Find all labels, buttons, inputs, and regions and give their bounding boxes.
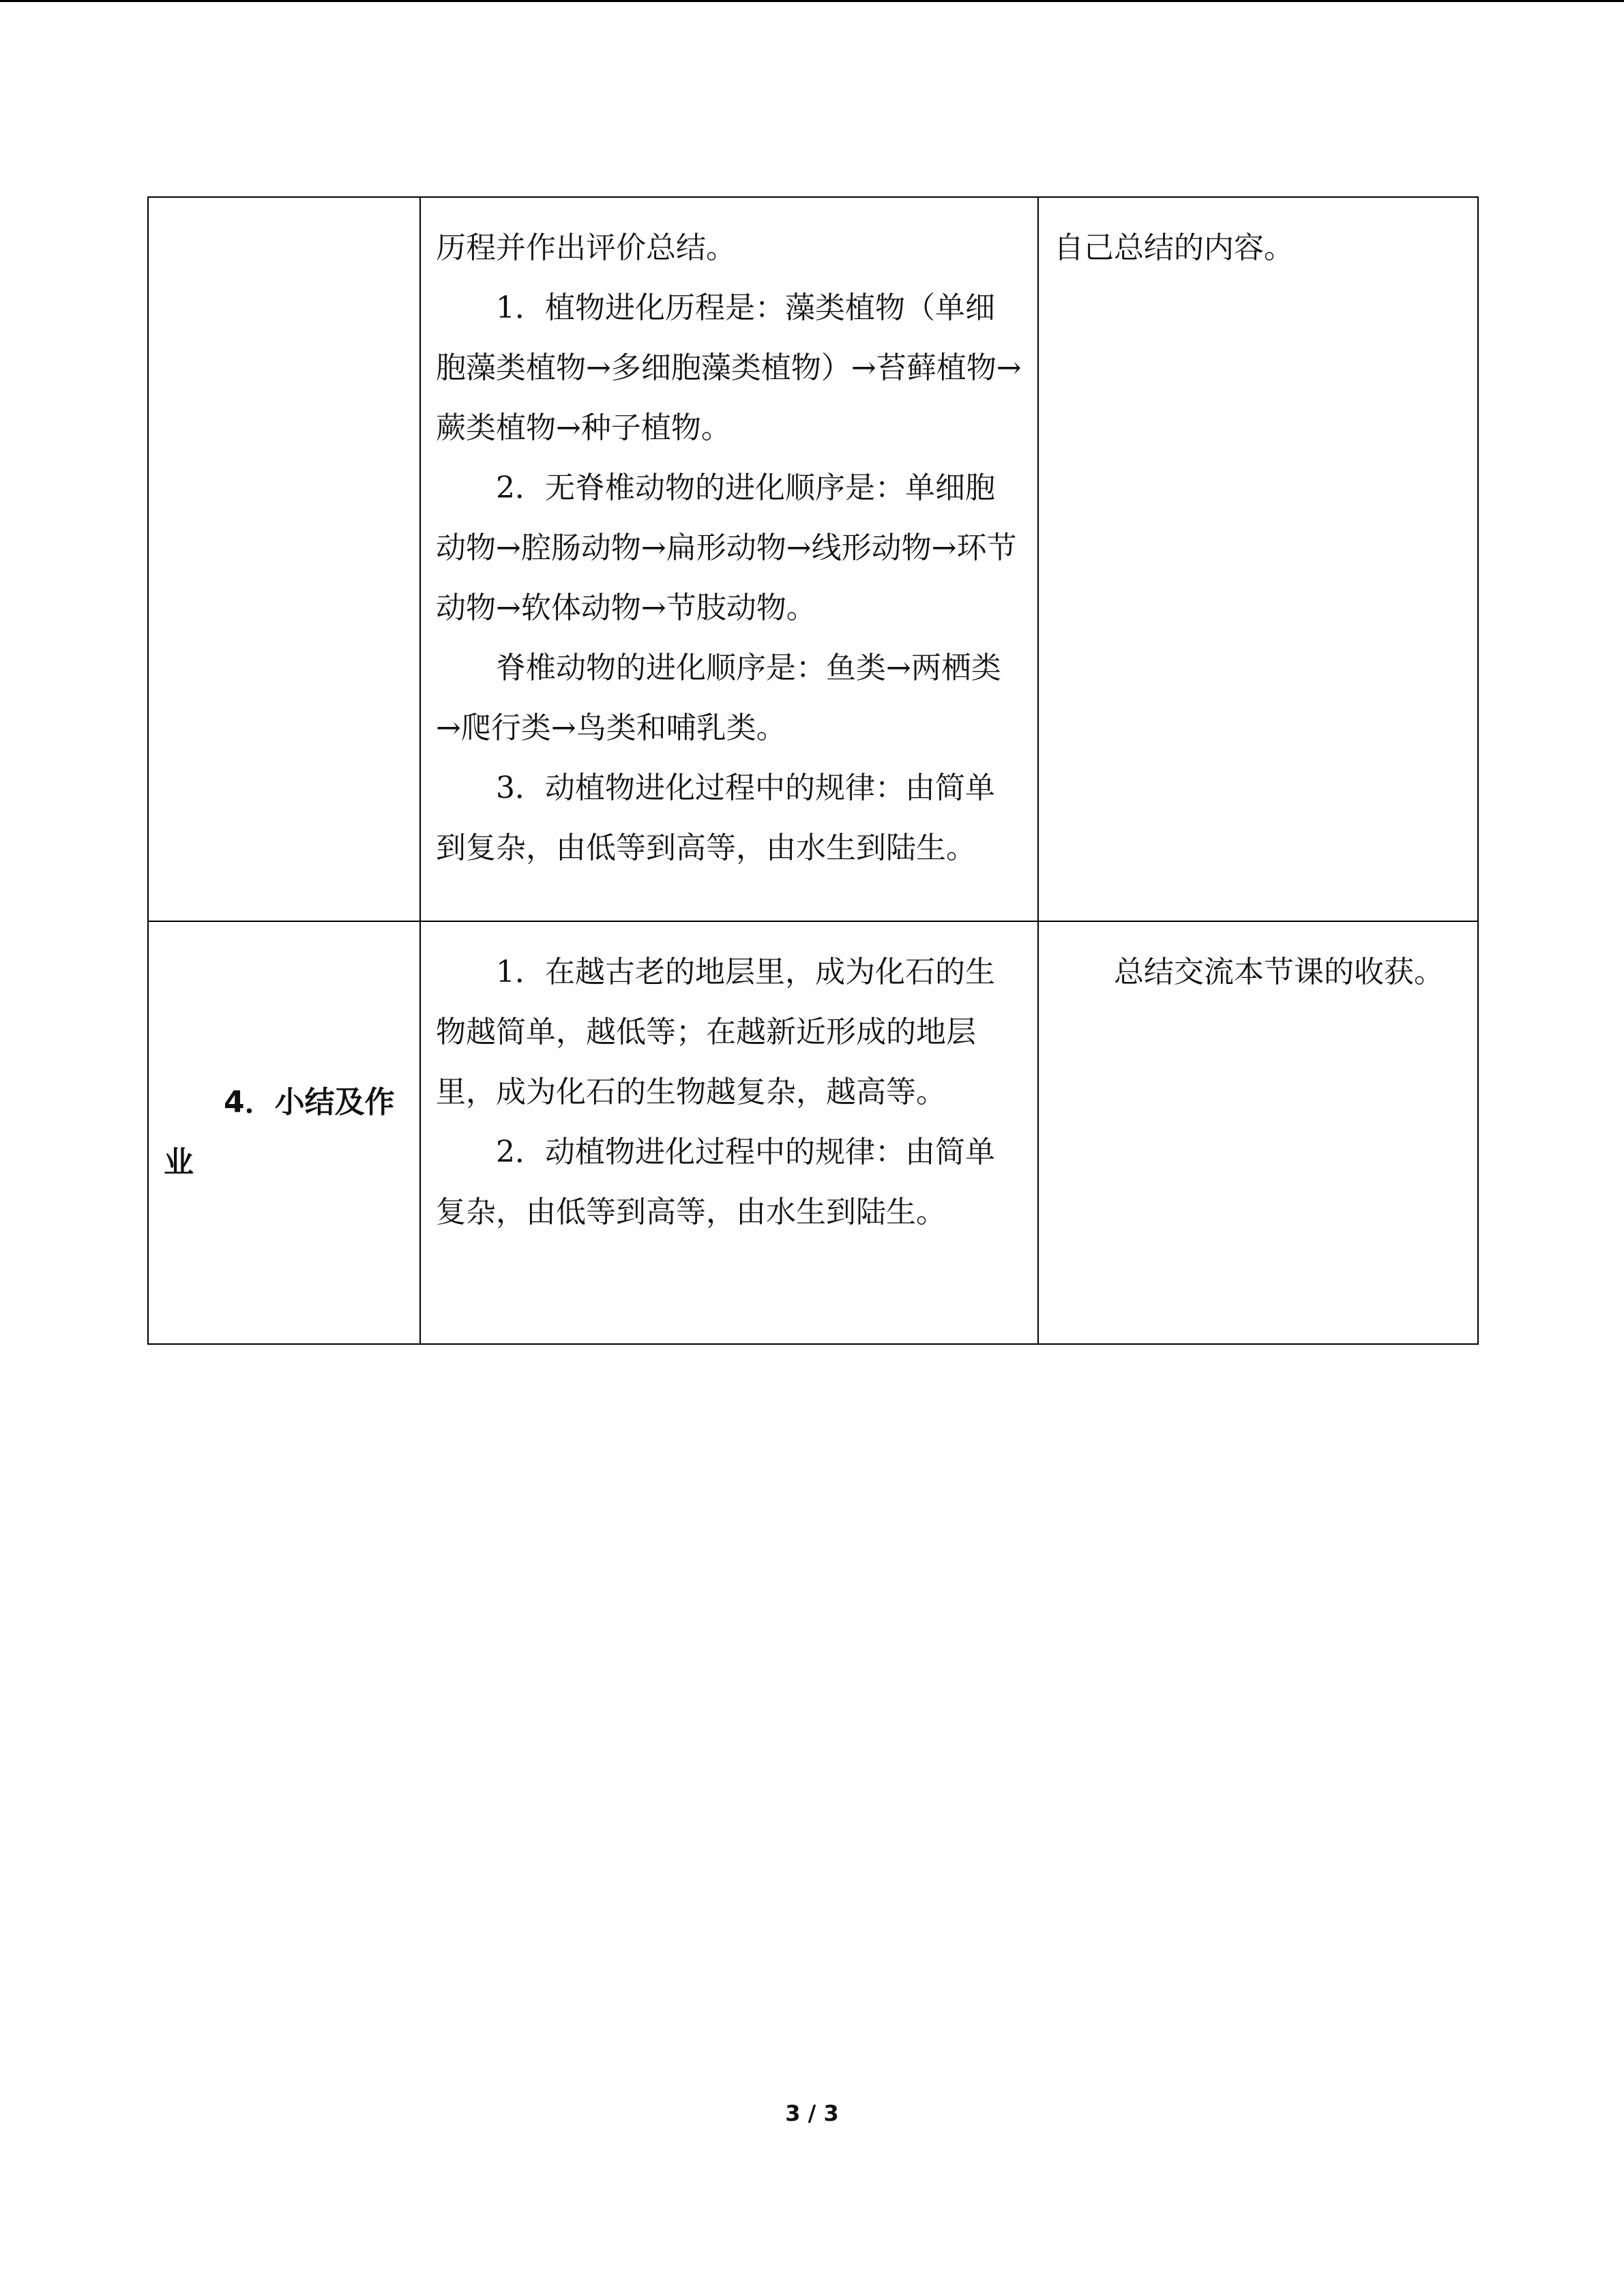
- stage-cell: [148, 921, 420, 1344]
- content-cell: [420, 197, 1038, 921]
- table-row: [148, 921, 1478, 1344]
- student-activity-cell: [1038, 921, 1478, 1344]
- content-paragraph: 1．在越古老的地层里，成为化石的生物越简单，越低等；在越新近形成的地层里，成为化石的生物越复杂，越高等。: [436, 955, 995, 1109]
- lesson-plan-table: [147, 196, 1479, 1345]
- page-number: 3 / 3: [785, 2100, 839, 2126]
- stage-cell: [148, 197, 420, 921]
- table-row: [148, 197, 1478, 921]
- content-paragraph: 脊椎动物的进化顺序是：鱼类→两栖类→爬行类→鸟类和哺乳类。: [436, 651, 1001, 745]
- content-paragraph: 2．无脊椎动物的进化顺序是：单细胞动物→腔肠动物→扁形动物→线形动物→环节动物→软体动物→节肢动物。: [436, 471, 1017, 625]
- content-paragraph: 历程并作出评价总结。: [436, 230, 736, 265]
- content-paragraph: 2．动植物进化过程中的规律：由简单复杂，由低等到高等，由水生到陆生。: [436, 1135, 995, 1229]
- content-paragraph: 3．动植物进化过程中的规律：由简单到复杂，由低等到高等，由水生到陆生。: [436, 771, 995, 865]
- student-activity-text: 总结交流本节课的收获。: [1114, 955, 1444, 989]
- content-cell: [420, 921, 1038, 1344]
- student-activity-text: 自己总结的内容。: [1054, 230, 1294, 265]
- content-paragraph: 1．植物进化历程是：藻类植物（单细胞藻类植物→多细胞藻类植物）→苔藓植物→蕨类植物→种子植物。: [436, 290, 1022, 445]
- stage-label: 4．小结及作业: [164, 1085, 395, 1180]
- top-border-line: [0, 0, 1624, 2]
- student-activity-cell: [1038, 197, 1478, 921]
